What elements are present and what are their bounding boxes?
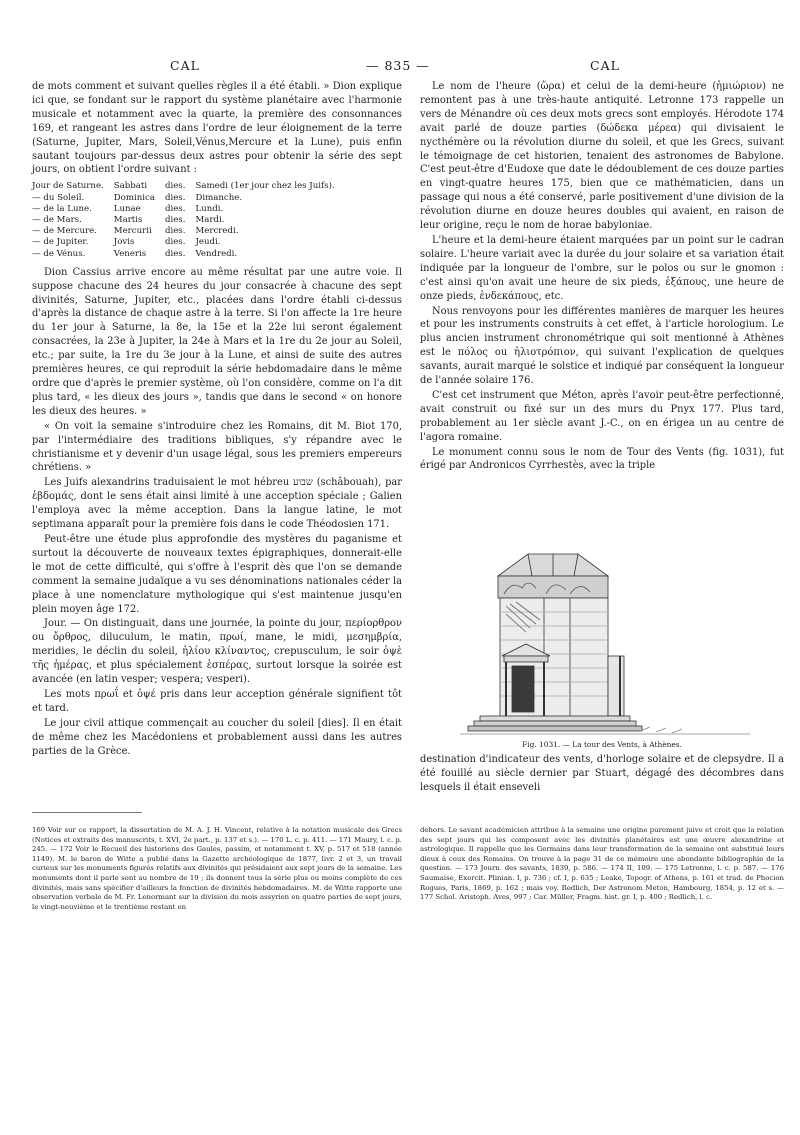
days-table-row <box>32 204 345 215</box>
left-paragraph-8: Le jour civil attique commençait au coucher du soleil [dies]. Il en était de même chez les Macédoniens et probablement aussi dans les autres parties de la Grèce. <box>32 717 402 757</box>
days-table-cell: dies. <box>164 181 186 192</box>
left-paragraph-5: Peut-être une étude plus approfondie des mystères du paganisme et surtout la découverte de nouveaux textes épigraphiques, donnerait-elle le mot de cette difficulté, qui s'offre à l'esprit dès que l'on se demande comment la semaine judaïque a vu ses dénominations nationales céder la place à une nomenclature mythologique qui s'est maintenue jusqu'en plein moyen âge 172. <box>32 533 402 615</box>
right-paragraph-2: L'heure et la demi-heure étaient marquées par un point sur le cadran solaire. L'heure variait avec la durée du jour solaire et sa variation était indiquée par la longueur de l'ombre, sur le polos ou sur le gnomon : c'est ainsi qu'on avait une heure de six pieds, ἑξάπους, une heure de onze pieds, ἑνδεκάπους, etc. <box>420 234 784 302</box>
footnotes-right: dehors. Le savant académicien attribue à la semaine une origine purement juive et croit que la relation des sept jours qui les composent avec les divinités planétaires est une œuvre alexandrine et astrologique. Il rappelle que les Germains dans leur transformation de la semaine ont substitué leurs dieux à ceux des Romains. On trouve à la page 31 de ce mémoire une abondante bibliographie de la question. — 173 Journ. des savants, 1839, p. 586. — 174 II, 109. — 175 Letronne, l. c. p. 587. — 176 Saumaise, Exercit. Plinian. I, p. 736 ; cf. I, p. 635 ; Leake, Topogr. of Athens, p. 161 et trad. de Phocion Rogues, Paris, 1869, p. 162 ; mais voy. Redlich, Der Astronom Meton, Hambourg, 1854, p. 12 et s. — 177 Schol. Aristoph. Aves, 997 ; Car. Müller, Fragm. hist. gr. I, p. 400 ; Redlich, l. c. <box>420 826 784 902</box>
days-table-cell: dies. <box>164 192 186 203</box>
right-column-continued <box>420 753 784 795</box>
days-table-cell: Jeudi. <box>195 237 221 248</box>
days-table-cell: — de la Lune. <box>32 203 92 214</box>
right-paragraph-6: destination d'indicateur des vents, d'horloge solaire et de clepsydre. Il a été fouillé au siècle dernier par Stuart, dégagé des décombres dans lesquels il était enseveli <box>420 754 784 793</box>
tower-illustration <box>420 548 784 736</box>
left-paragraph-3: « On voit la semaine s'introduire chez les Romains, dit M. Biot 170, par l'intermédiaire des traditions bibliques, s'y répandre avec le christianisme et y devenir d'un usage légal, sous les premiers empereurs chrétiens. » <box>32 420 402 474</box>
days-table-row <box>32 249 345 260</box>
right-paragraph-5: Le monument connu sous le nom de Tour des Vents (fig. 1031), fut érigé par Andronicos Cyrrhestès, avec la triple <box>420 446 784 472</box>
days-table-row <box>32 226 345 237</box>
running-head-right: CAL <box>590 58 620 73</box>
days-table-cell: Vendredi. <box>195 248 238 259</box>
left-paragraph-1: de mots comment et suivant quelles règles il a été établi. » Dion explique ici que, se fondant sur le rapport du système planétaire avec l'harmonie musicale et notamment avec la quarte, la première des consonnances 169, et rangeant les astres dans l'ordre de leur éloignement de la terre (Saturne, Jupiter, Mars, Soleil,Vénus,Mercure et la Lune), puis enfin sautant toujours par-dessus deux astres pour obtenir la série des sept jours, on obtient l'ordre suivant : <box>32 81 402 176</box>
days-table-cell: Dominica <box>113 192 155 203</box>
days-table-cell: dies. <box>164 226 186 237</box>
days-table-cell: — de Mercure. <box>32 226 97 237</box>
days-table-cell: — de Mars. <box>32 214 82 225</box>
days-table-row <box>32 215 345 226</box>
days-table-cell: Sabbati <box>113 181 148 192</box>
days-table-cell: Mercurii <box>113 226 152 237</box>
days-table-cell: Martis <box>113 214 143 225</box>
days-table-cell: dies. <box>164 248 186 259</box>
right-paragraph-4: C'est cet instrument que Méton, après l'avoir peut-être perfectionné, avait construit ou fixé sur un des murs du Pnyx 177. Plus tard, probablement au 1er siècle avant J.-C., on en érigea un au centre de l'agora romaine. <box>420 389 784 443</box>
right-column <box>420 80 784 473</box>
days-table-cell: Samedi (1er jour chez les Juifs). <box>195 181 335 192</box>
tower-of-winds-figure <box>420 548 784 736</box>
days-table-cell: Jour de Saturne. <box>32 181 104 192</box>
days-table-cell: — du Soleil. <box>32 192 85 203</box>
days-table-cell: dies. <box>164 214 186 225</box>
page-number: — 835 — <box>366 58 430 73</box>
right-paragraph-1: Le nom de l'heure (ὥρα) et celui de la demi-heure (ἡμιώριον) ne remontent pas à une très-haute antiquité. Letronne 173 rappelle un vers de Ménandre où ces deux mots grecs sont employés. Hérodote 174 avait parlé de douze parties (δώδεκα μέρεα) qui divisaient le nycthémère ou la révolution diurne du soleil, et que les Grecs, suivant le témoignage de cet historien, tenaient des astronomes de Babylone. C'est peut-être d'Eudoxe que date le dédoublement de ces douze parties en vingt-quatre heures 175, bien que ce mathématicien, dans un passage qui nous a été conservé, parle positivement d'une division de la révolution diurne en douze heures doubles qui avaient, en raison de leur origine, reçu le nom de horae babyloniae. <box>420 81 784 232</box>
running-head-left: CAL <box>170 58 200 73</box>
days-table-cell: dies. <box>164 203 186 214</box>
days-table-row <box>32 193 345 204</box>
left-paragraph-7: Les mots πρωΐ et ὀψέ pris dans leur acception générale signifient tôt et tard. <box>32 688 402 714</box>
figure-caption: Fig. 1031. — La tour des Vents, à Athènes. <box>522 740 682 749</box>
days-table <box>32 181 345 259</box>
days-table-cell: Jovis <box>113 237 135 248</box>
days-table-row <box>32 237 345 248</box>
days-table-cell: Lunae <box>113 203 141 214</box>
left-paragraph-6: Jour. — On distinguait, dans une journée, la pointe du jour, περίορθρον ou ὄρθρος, diluculum, le matin, πρωί, mane, le midi, μεσημβρία, meridies, le déclin du soleil, ἡλίου κλίναντος, crepusculum, le soir ὀψὲ τῆς ἡμέρας, et plus spécialement ἑσπέρας, surtout lorsque la soirée est avancée (en latin vesper; vespera; vesperi). <box>32 618 402 686</box>
left-column <box>32 80 402 758</box>
days-table-cell: Dimanche. <box>195 192 243 203</box>
days-table-cell: Mardi. <box>195 214 225 225</box>
days-table-cell: dies. <box>164 237 186 248</box>
days-table-row <box>32 181 345 192</box>
right-paragraph-3: Nous renvoyons pour les différentes manières de marquer les heures et pour les instruments construits à cet effet, à l'article horologium. Le plus ancien instrument chronométrique qui soit mentionné à Athènes est le πόλος ou ἡλιοτρόπιον, qui suivant l'explication de quelques savants, aurait marqué le solstice et indiqué par conséquent la longueur de l'année solaire 176. <box>420 305 784 387</box>
footnotes-left: 169 Voir sur ce rapport, la dissertation de M. A. J. H. Vincent, relative à la notation musicale des Grecs (Notices et extraits des manuscrits, t. XVI, 2e part., p. 137 et s.). — 170 L. c. p. 411. — 171 Maury, l. c. p. 245. — 172 Voir le Recueil des historiens des Gaules, passim, et notamment t. XV, p. 517 et 518 (année 1149). M. le baron de Witte a publié dans la Gazette archéologique de 1877, livr. 2 et 3, un travail curieux sur les monuments figurés relatifs aux divinités qui présidaient aux sept jours de la semaine. Les monuments dont il parle sont au nombre de 19 ; ils donnent tous la série plus ou moins complète de ces divinités, mais sans spécifier d'ailleurs la fonction de divinités hebdomadaires. M. de Witte rapporte une observation verbale de M. Fr. Lenormant sur la division du mois assyrien en quatre parties de sept jours, le vingt-neuvième et le trentième restant en <box>32 826 402 911</box>
left-paragraph-2: Dion Cassius arrive encore au même résultat par une autre voie. Il suppose chacune des 24 heures du jour consacrée à chacune des sept divinités, Saturne, Jupiter, etc., placées dans l'ordre établi ci-dessus d'après la distance de chaque astre à la terre. Si l'on affecte la 1re heure du 1er jour à Saturne, la 8e, la 15e et la 22e lui seront également consacrées, la 23e à Jupiter, la 24e à Mars et la 1re du 2e jour au Soleil, etc.; par suite, la 1re du 3e jour à la Lune, et ainsi de suite des autres premières heures, ce qui reproduit la série hebdomadaire dans le même ordre que d'après le premier système, où l'on considère, comme on l'a dit plus tard, « les dieux des jours », tandis que dans le second « on honore les dieux des heures. » <box>32 266 402 417</box>
left-paragraph-4: Les Juifs alexandrins traduisaient le mot hébreu שבוע (schâbouah), par ἑβδομάς, dont le sens était ainsi limité à une acception spéciale ; Galien l'employa avec la même acception. Dans la langue latine, le mot septimana apparaît pour la première fois dans le code Théodosien 171. <box>32 477 402 531</box>
days-table-cell: Veneris <box>113 248 147 259</box>
days-table-cell: Lundi. <box>195 203 224 214</box>
days-table-cell: — de Vénus. <box>32 248 86 259</box>
days-table-cell: — de Jupiter. <box>32 237 89 248</box>
days-table-cell: Mercredi. <box>195 226 239 237</box>
footnote-rule-left <box>32 812 142 813</box>
